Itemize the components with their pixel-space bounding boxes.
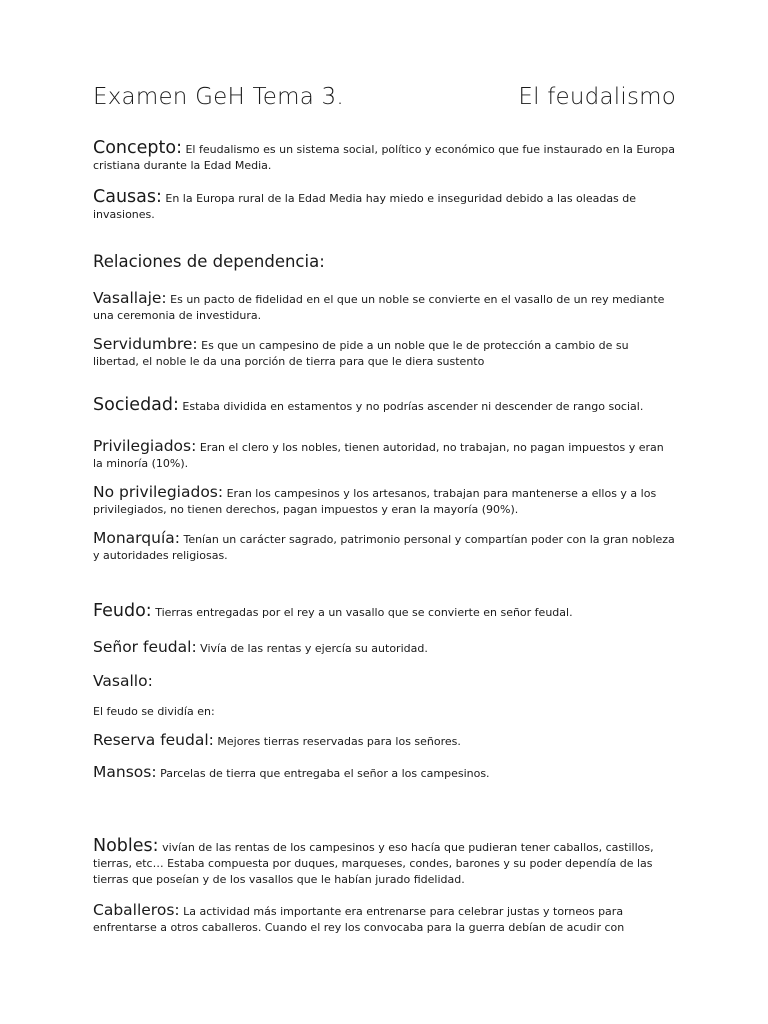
document-title: [93, 84, 676, 110]
section-monarquia: [93, 530, 676, 564]
text-reserva-feudal: Mejores tierras reservadas para los señores.: [217, 735, 461, 748]
text-feudo-dividia: El feudo se dividía en:: [93, 705, 215, 718]
section-vasallo: [93, 673, 676, 691]
title-left: Examen GeH Tema 3.: [93, 84, 344, 110]
label-monarquia: Monarquía:: [93, 529, 180, 547]
text-sociedad: Estaba dividida en estamentos y no podrías ascender ni descender de rango social.: [182, 400, 644, 413]
label-mansos: Mansos:: [93, 763, 157, 781]
section-mansos: [93, 764, 676, 782]
text-no-privilegiados: Eran los campesinos y los artesanos, trabajan para mantenerse a ellos y a los privilegiados, no tienen derechos, pagan impuestos y eran la mayoría (90%).: [93, 487, 657, 516]
section-sociedad: [93, 397, 676, 415]
label-sociedad: Sociedad:: [93, 395, 179, 415]
text-nobles: vivían de las rentas de los campesinos y eso hacía que pudieran tener caballos, castillos, tierras, etc… Estaba compuesta por duques, marqueses, condes, barones y su poder dependía de las tierras que poseían y de los vasallos que le habían jurado fidelidad.: [93, 841, 654, 886]
text-caballeros: La actividad más importante era entrenarse para celebrar justas y torneos para enfrentarse a otros caballeros. Cuando el rey los convocaba para la guerra debían de acudir con: [93, 905, 625, 934]
text-senor-feudal: Vivía de las rentas y ejercía su autoridad.: [200, 642, 428, 655]
heading-relaciones: Relaciones de dependencia:: [93, 252, 325, 271]
text-servidumbre: Es que un campesino de pide a un noble que le de protección a cambio de su libertad, el noble le da una porción de tierra para que le diera sustento: [93, 339, 629, 368]
section-concepto: [93, 140, 676, 174]
label-vasallaje: Vasallaje:: [93, 289, 167, 307]
text-vasallaje: Es un pacto de fidelidad en el que un noble se convierte en el vasallo de un rey mediante una ceremonia de investidura.: [93, 293, 665, 322]
text-monarquia: Tenían un carácter sagrado, patrimonio personal y compartían poder con la gran nobleza y autoridades religiosas.: [93, 533, 675, 562]
label-nobles: Nobles:: [93, 836, 159, 856]
label-feudo: Feudo:: [93, 601, 152, 621]
text-mansos: Parcelas de tierra que entregaba el señor a los campesinos.: [160, 767, 490, 780]
text-causas: En la Europa rural de la Edad Media hay miedo e inseguridad debido a las oleadas de invasiones.: [93, 192, 637, 221]
section-vasallaje: [93, 290, 676, 324]
label-caballeros: Caballeros:: [93, 901, 180, 919]
label-reserva-feudal: Reserva feudal:: [93, 731, 214, 749]
label-no-privilegiados: No privilegiados:: [93, 483, 224, 501]
label-concepto: Concepto:: [93, 138, 182, 158]
section-feudo-dividia: [93, 704, 676, 720]
section-reserva-feudal: [93, 732, 676, 750]
title-right: El feudalismo: [518, 84, 676, 110]
section-feudo: [93, 603, 676, 621]
section-caballeros: [93, 902, 676, 936]
section-nobles: [93, 838, 676, 888]
label-privilegiados: Privilegiados:: [93, 437, 197, 455]
section-senor-feudal: [93, 639, 676, 657]
text-concepto: El feudalismo es un sistema social, político y económico que fue instaurado en la Europa cristiana durante la Edad Media.: [93, 143, 675, 172]
label-servidumbre: Servidumbre:: [93, 335, 198, 353]
text-feudo: Tierras entregadas por el rey a un vasallo que se convierte en señor feudal.: [155, 606, 573, 619]
section-privilegiados: [93, 438, 676, 472]
section-servidumbre: [93, 336, 676, 370]
section-no-privilegiados: [93, 484, 676, 518]
label-vasallo: Vasallo:: [93, 672, 153, 690]
label-senor-feudal: Señor feudal:: [93, 638, 197, 656]
label-causas: Causas:: [93, 187, 162, 207]
text-privilegiados: Eran el clero y los nobles, tienen autoridad, no trabajan, no pagan impuestos y eran la minoría (10%).: [93, 441, 664, 470]
section-causas: [93, 189, 676, 223]
